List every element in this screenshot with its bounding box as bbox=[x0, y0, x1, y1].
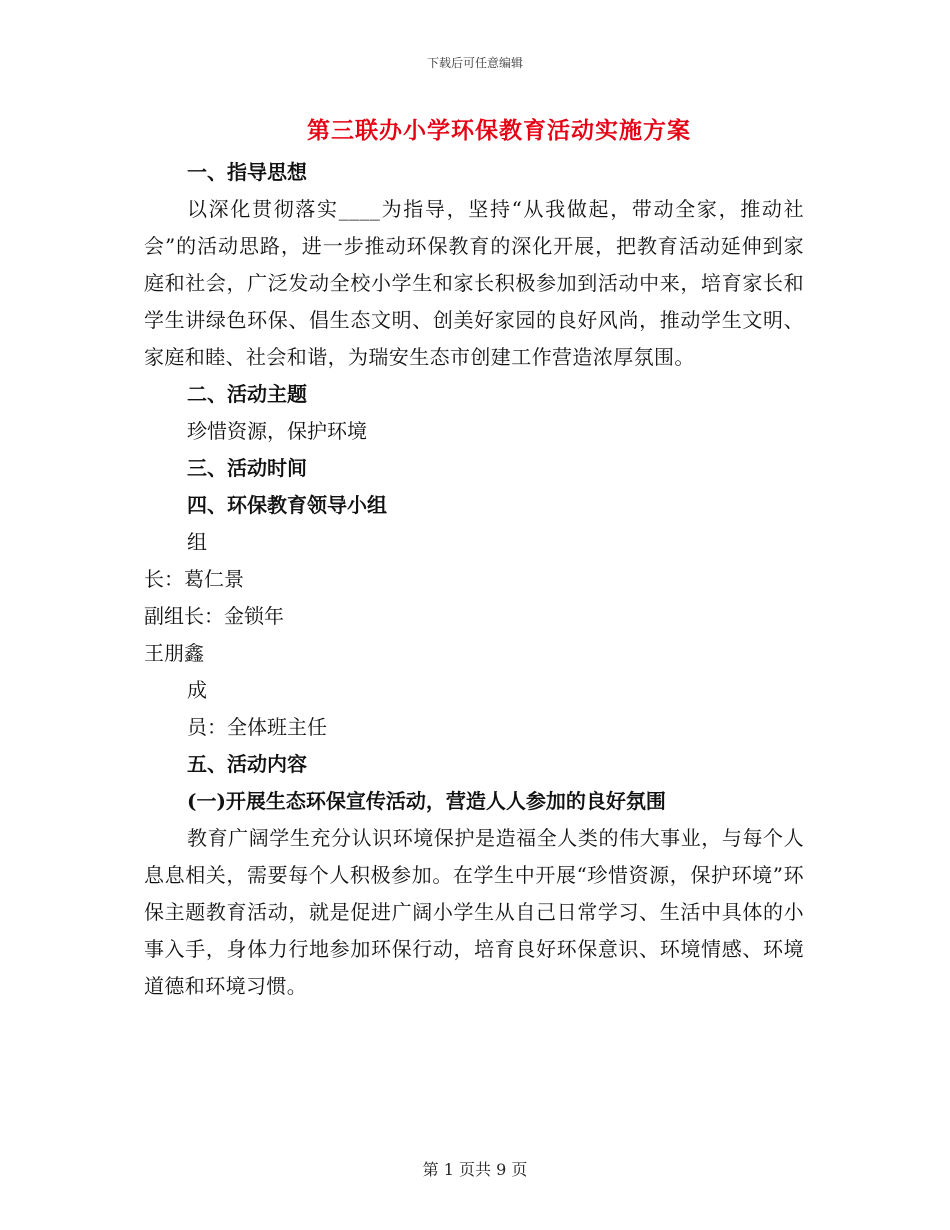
section-heading-leadership-group: 四、环保教育领导小组 bbox=[187, 493, 387, 517]
header-note: 下载后可任意编辑 bbox=[426, 56, 523, 70]
document-title: 第三联办小学环保教育活动实施方案 bbox=[307, 117, 691, 144]
subsection-heading-publicity: (一)开展生态环保宣传活动，营造人人参加的良好氛围 bbox=[187, 789, 666, 813]
document-body bbox=[144, 154, 804, 1005]
section-heading-activity-time: 三、活动时间 bbox=[187, 456, 307, 480]
page-footer: 第 1 页共 9 页 bbox=[422, 1160, 528, 1179]
section-heading-activity-theme: 二、活动主题 bbox=[187, 382, 307, 406]
leadership-line-3: 副组长：金锁年 bbox=[144, 604, 284, 628]
leadership-line-6: 员：全体班主任 bbox=[187, 715, 327, 739]
leadership-line-2: 长：葛仁景 bbox=[144, 567, 244, 591]
activity-theme-text: 珍惜资源，保护环境 bbox=[187, 419, 367, 443]
paragraph-guiding-ideology: 以深化贯彻落实____为指导，坚持“从我做起，带动全家，推动社会”的活动思路，进一步推动环保教育的深化开展，把教育活动延伸到家庭和社会，广泛发动全校小学生和家长积极参加到活动中来，培育家长和学生讲绿色环保、倡生态文明、创美好家园的良好风尚，推动学生文明、家庭和睦、社会和谐，为瑞安生态市创建工作营造浓厚氛围。 bbox=[144, 197, 804, 369]
paragraph-publicity: 教育广阔学生充分认识环境保护是造福全人类的伟大事业，与每个人息息相关，需要每个人积极参加。在学生中开展“珍惜资源，保护环境”环保主题教育活动，就是促进广阔小学生从自己日常学习、生活中具体的小事入手，身体力行地参加环保行动，培育良好环保意识、环境情感、环境道德和环境习惯。 bbox=[144, 826, 804, 998]
leadership-line-4: 王朋鑫 bbox=[144, 641, 204, 665]
section-heading-guiding-ideology: 一、指导思想 bbox=[187, 160, 307, 184]
section-heading-activity-content: 五、活动内容 bbox=[187, 752, 307, 776]
leadership-line-1: 组 bbox=[187, 530, 207, 554]
leadership-line-5: 成 bbox=[187, 678, 207, 702]
